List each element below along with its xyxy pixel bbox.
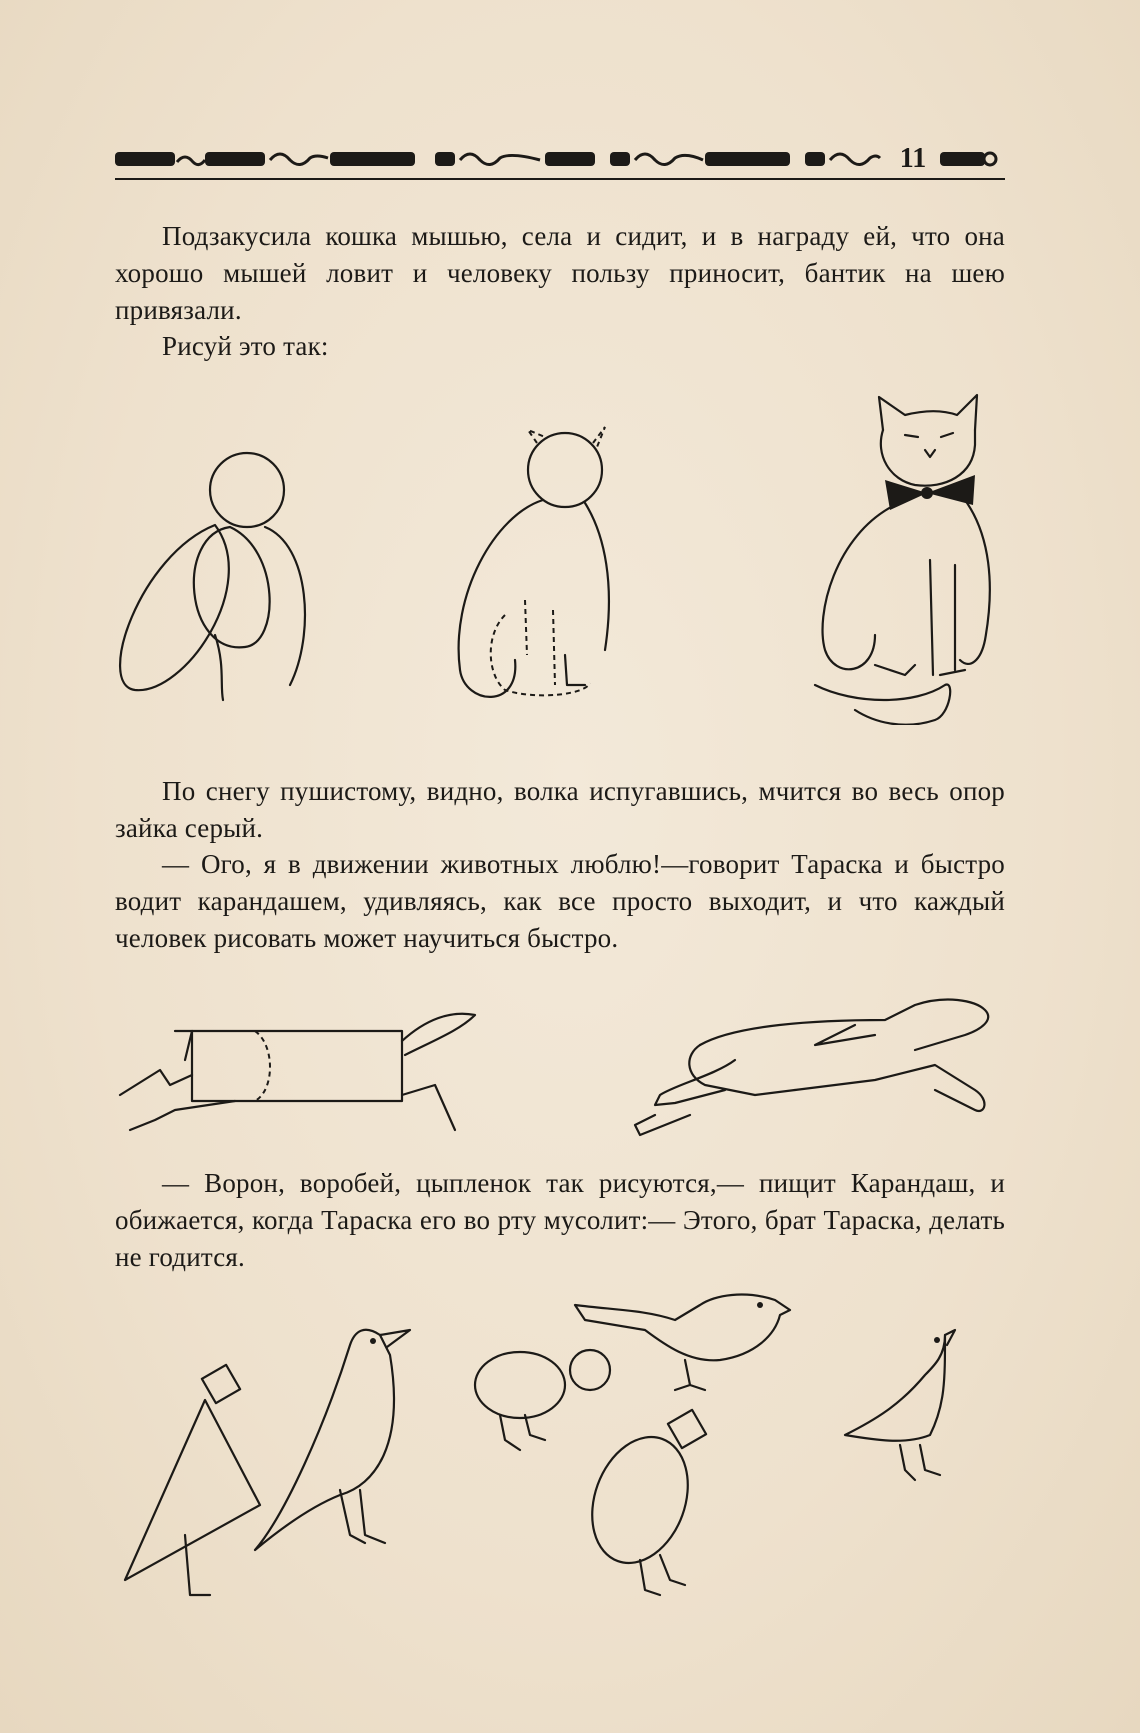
hare-step1-shapes (120, 1014, 475, 1130)
hare-step2-finished (635, 1000, 988, 1135)
bird-step1-shapes (575, 1410, 706, 1595)
birds-drawing-figure (115, 1285, 995, 1605)
paragraph-taraska-content: — Ого, я в движении животных люблю!—говорит Тараска и быстро водит карандашем, удивляясь, как все просто выходит, и что каждый человек рисовать может научиться быстро. (115, 849, 1005, 953)
paragraph-taraska-text (115, 846, 1005, 957)
cat-step3-finished (815, 395, 990, 725)
cat-step2-outline (459, 427, 609, 697)
paragraph-draw-this (115, 328, 1005, 365)
sparrow-finished (575, 1295, 790, 1390)
paragraph-draw-this-content: Рисуй это так: (162, 331, 329, 361)
crow-step2-finished (255, 1330, 410, 1550)
crow-step1-shapes (125, 1365, 260, 1595)
paragraph-hare-text (115, 773, 1005, 847)
cat-drawing-steps-figure (115, 385, 995, 725)
paragraph-cat-text (115, 218, 1005, 329)
cat-step1-shapes (120, 453, 305, 700)
paragraph-birds-text (115, 1165, 1005, 1276)
paragraph-cat-content: Подзакусила кошка мышью, села и сидит, и в награду ей, что она хорошо мышей ловит и человеку пользу приносит, бантик на шею привязали. (115, 221, 1005, 325)
paragraph-birds-content: — Ворон, воробей, цыпленок так рисуются,— пищит Карандаш, и обижается, когда Тараска его во рту мусолит:— Этого, брат Тараска, делать не годится. (115, 1168, 1005, 1272)
chick-step1-shapes (475, 1350, 610, 1450)
page-number: 11 (899, 143, 927, 174)
paragraph-hare-content: По снегу пушистому, видно, волка испугавшись, мчится во весь опор зайка серый. (115, 776, 1005, 843)
chick-step2-finished (845, 1330, 955, 1480)
page-header-ornament (115, 140, 1005, 180)
hare-drawing-figure (115, 995, 1005, 1140)
